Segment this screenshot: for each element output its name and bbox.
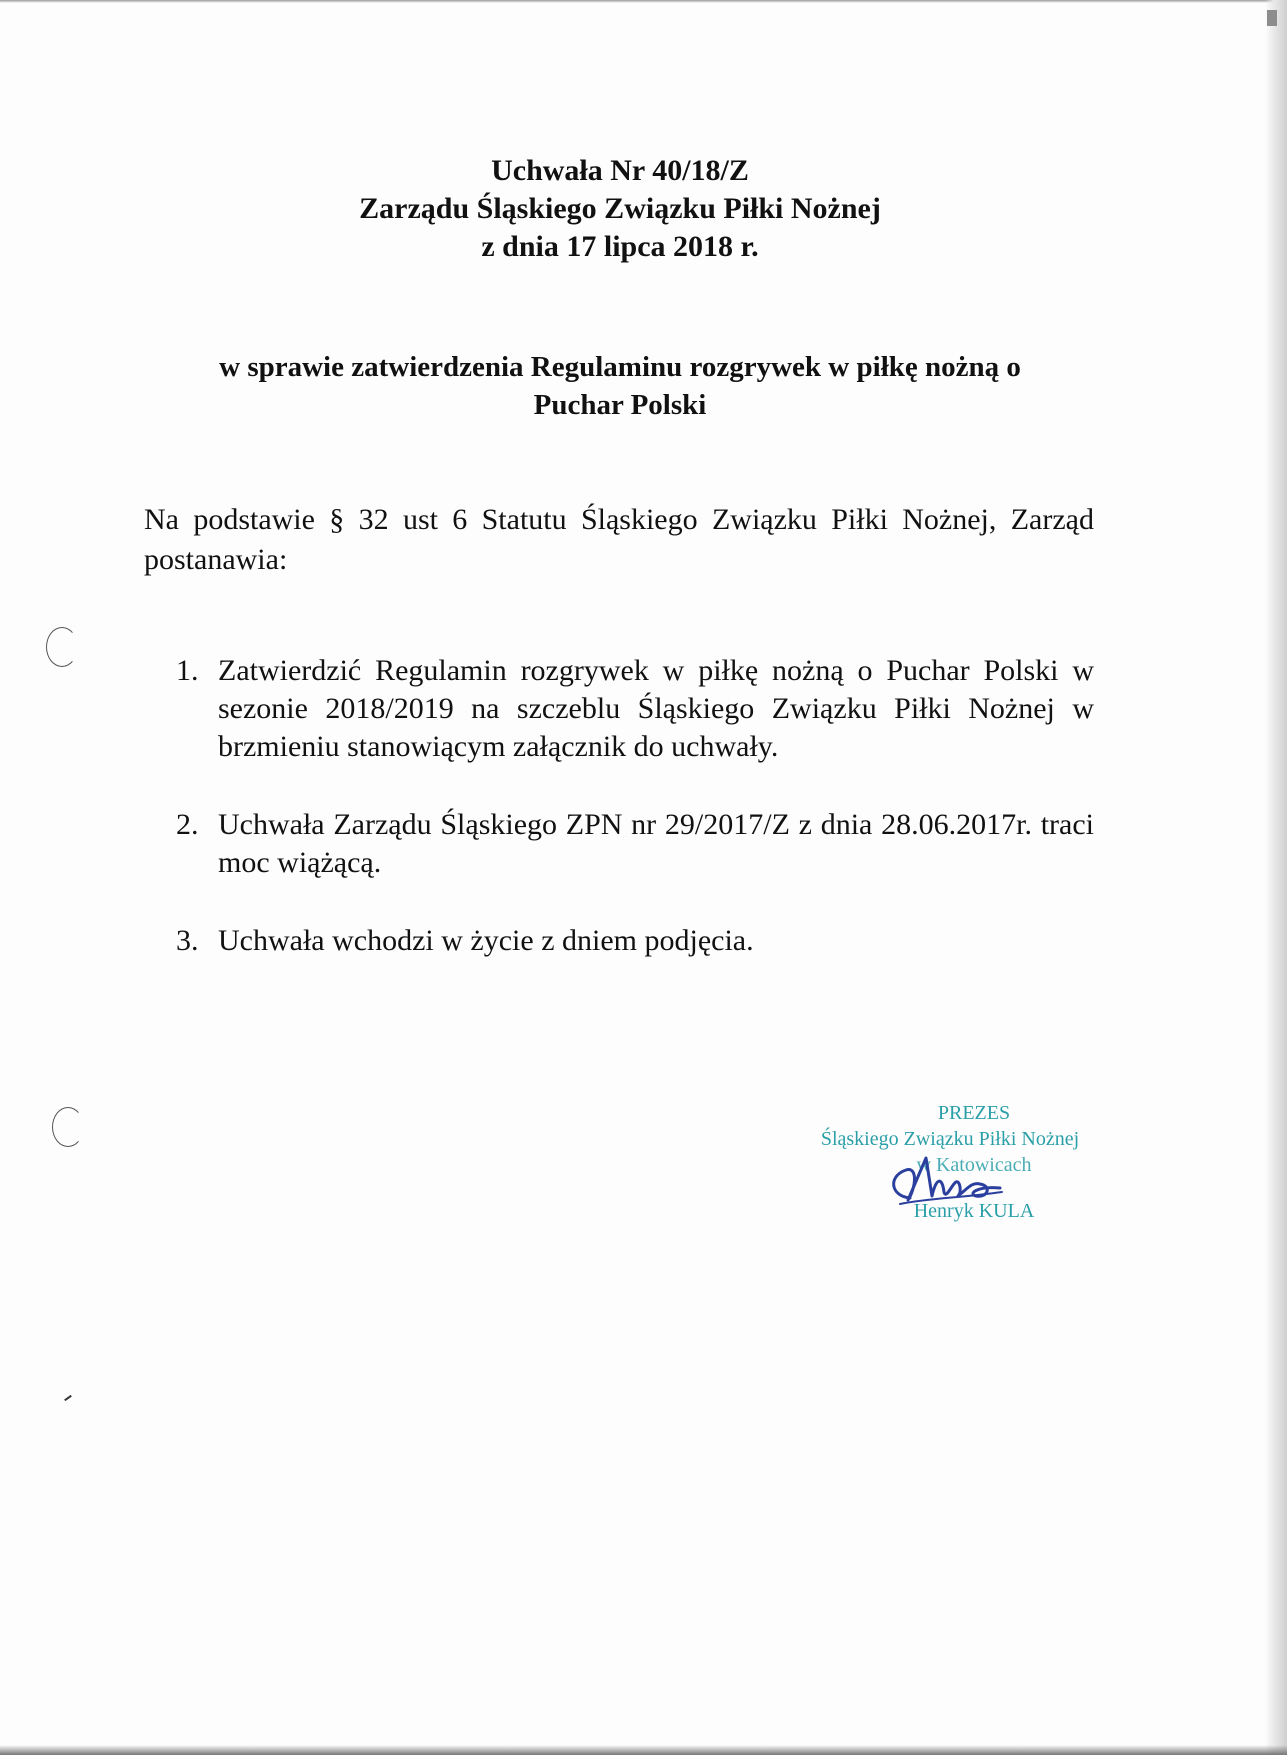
subject-line-2: Puchar Polski: [533, 389, 707, 421]
punch-hole-mark: [52, 1107, 84, 1147]
list-item-number: 1.: [176, 654, 199, 687]
scan-edge-top: [0, 0, 1287, 3]
scan-edge-right: [1265, 0, 1287, 1755]
scan-speck: [64, 1395, 72, 1401]
subject-line-1: w sprawie zatwierdzenia Regulaminu rozgrywek w piłkę nożną o: [219, 351, 1021, 383]
scan-edge-bottom: [0, 1745, 1287, 1755]
resolution-header: [0, 152, 1240, 266]
legal-basis-paragraph: Na podstawie § 32 ust 6 Statutu Śląskiego Związku Piłki Nożnej, Zarząd postanawia:: [144, 503, 1094, 576]
resolution-subject: [0, 348, 1240, 424]
scan-edge-mark: [1267, 10, 1277, 26]
list-item: [176, 922, 1094, 960]
resolution-number: Uchwała Nr 40/18/Z: [491, 154, 749, 187]
handwritten-signature: [880, 1148, 1010, 1218]
punch-hole-mark: [46, 627, 78, 667]
stamp-name: Henryk KULA: [913, 1200, 1035, 1222]
list-item-number: 2.: [176, 808, 199, 841]
stamp-title: PREZES: [937, 1102, 1011, 1124]
list-item-text: Uchwała Zarządu Śląskiego ZPN nr 29/2017/Z z dnia 28.06.2017r. traci moc wiążącą.: [218, 808, 1094, 879]
stamp-organization: Śląskiego Związku Piłki Nożnej: [820, 1128, 1080, 1150]
stamp-location: w Katowicach: [916, 1154, 1032, 1176]
issuing-body: Zarządu Śląskiego Związku Piłki Nożnej: [359, 192, 881, 225]
list-item: [176, 652, 1094, 766]
list-item-number: 3.: [176, 924, 199, 957]
list-item: [176, 806, 1094, 882]
resolution-date: z dnia 17 lipca 2018 r.: [481, 230, 759, 263]
list-item-text: Zatwierdzić Regulamin rozgrywek w piłkę nożną o Puchar Polski w sezonie 2018/2019 na szczeblu Śląskiego Związku Piłki Nożnej w brzmieniu stanowiącym załącznik do uchwały.: [218, 654, 1094, 763]
list-item-text: Uchwała wchodzi w życie z dniem podjęcia.: [218, 924, 754, 957]
resolution-items-list: [176, 652, 1094, 1000]
